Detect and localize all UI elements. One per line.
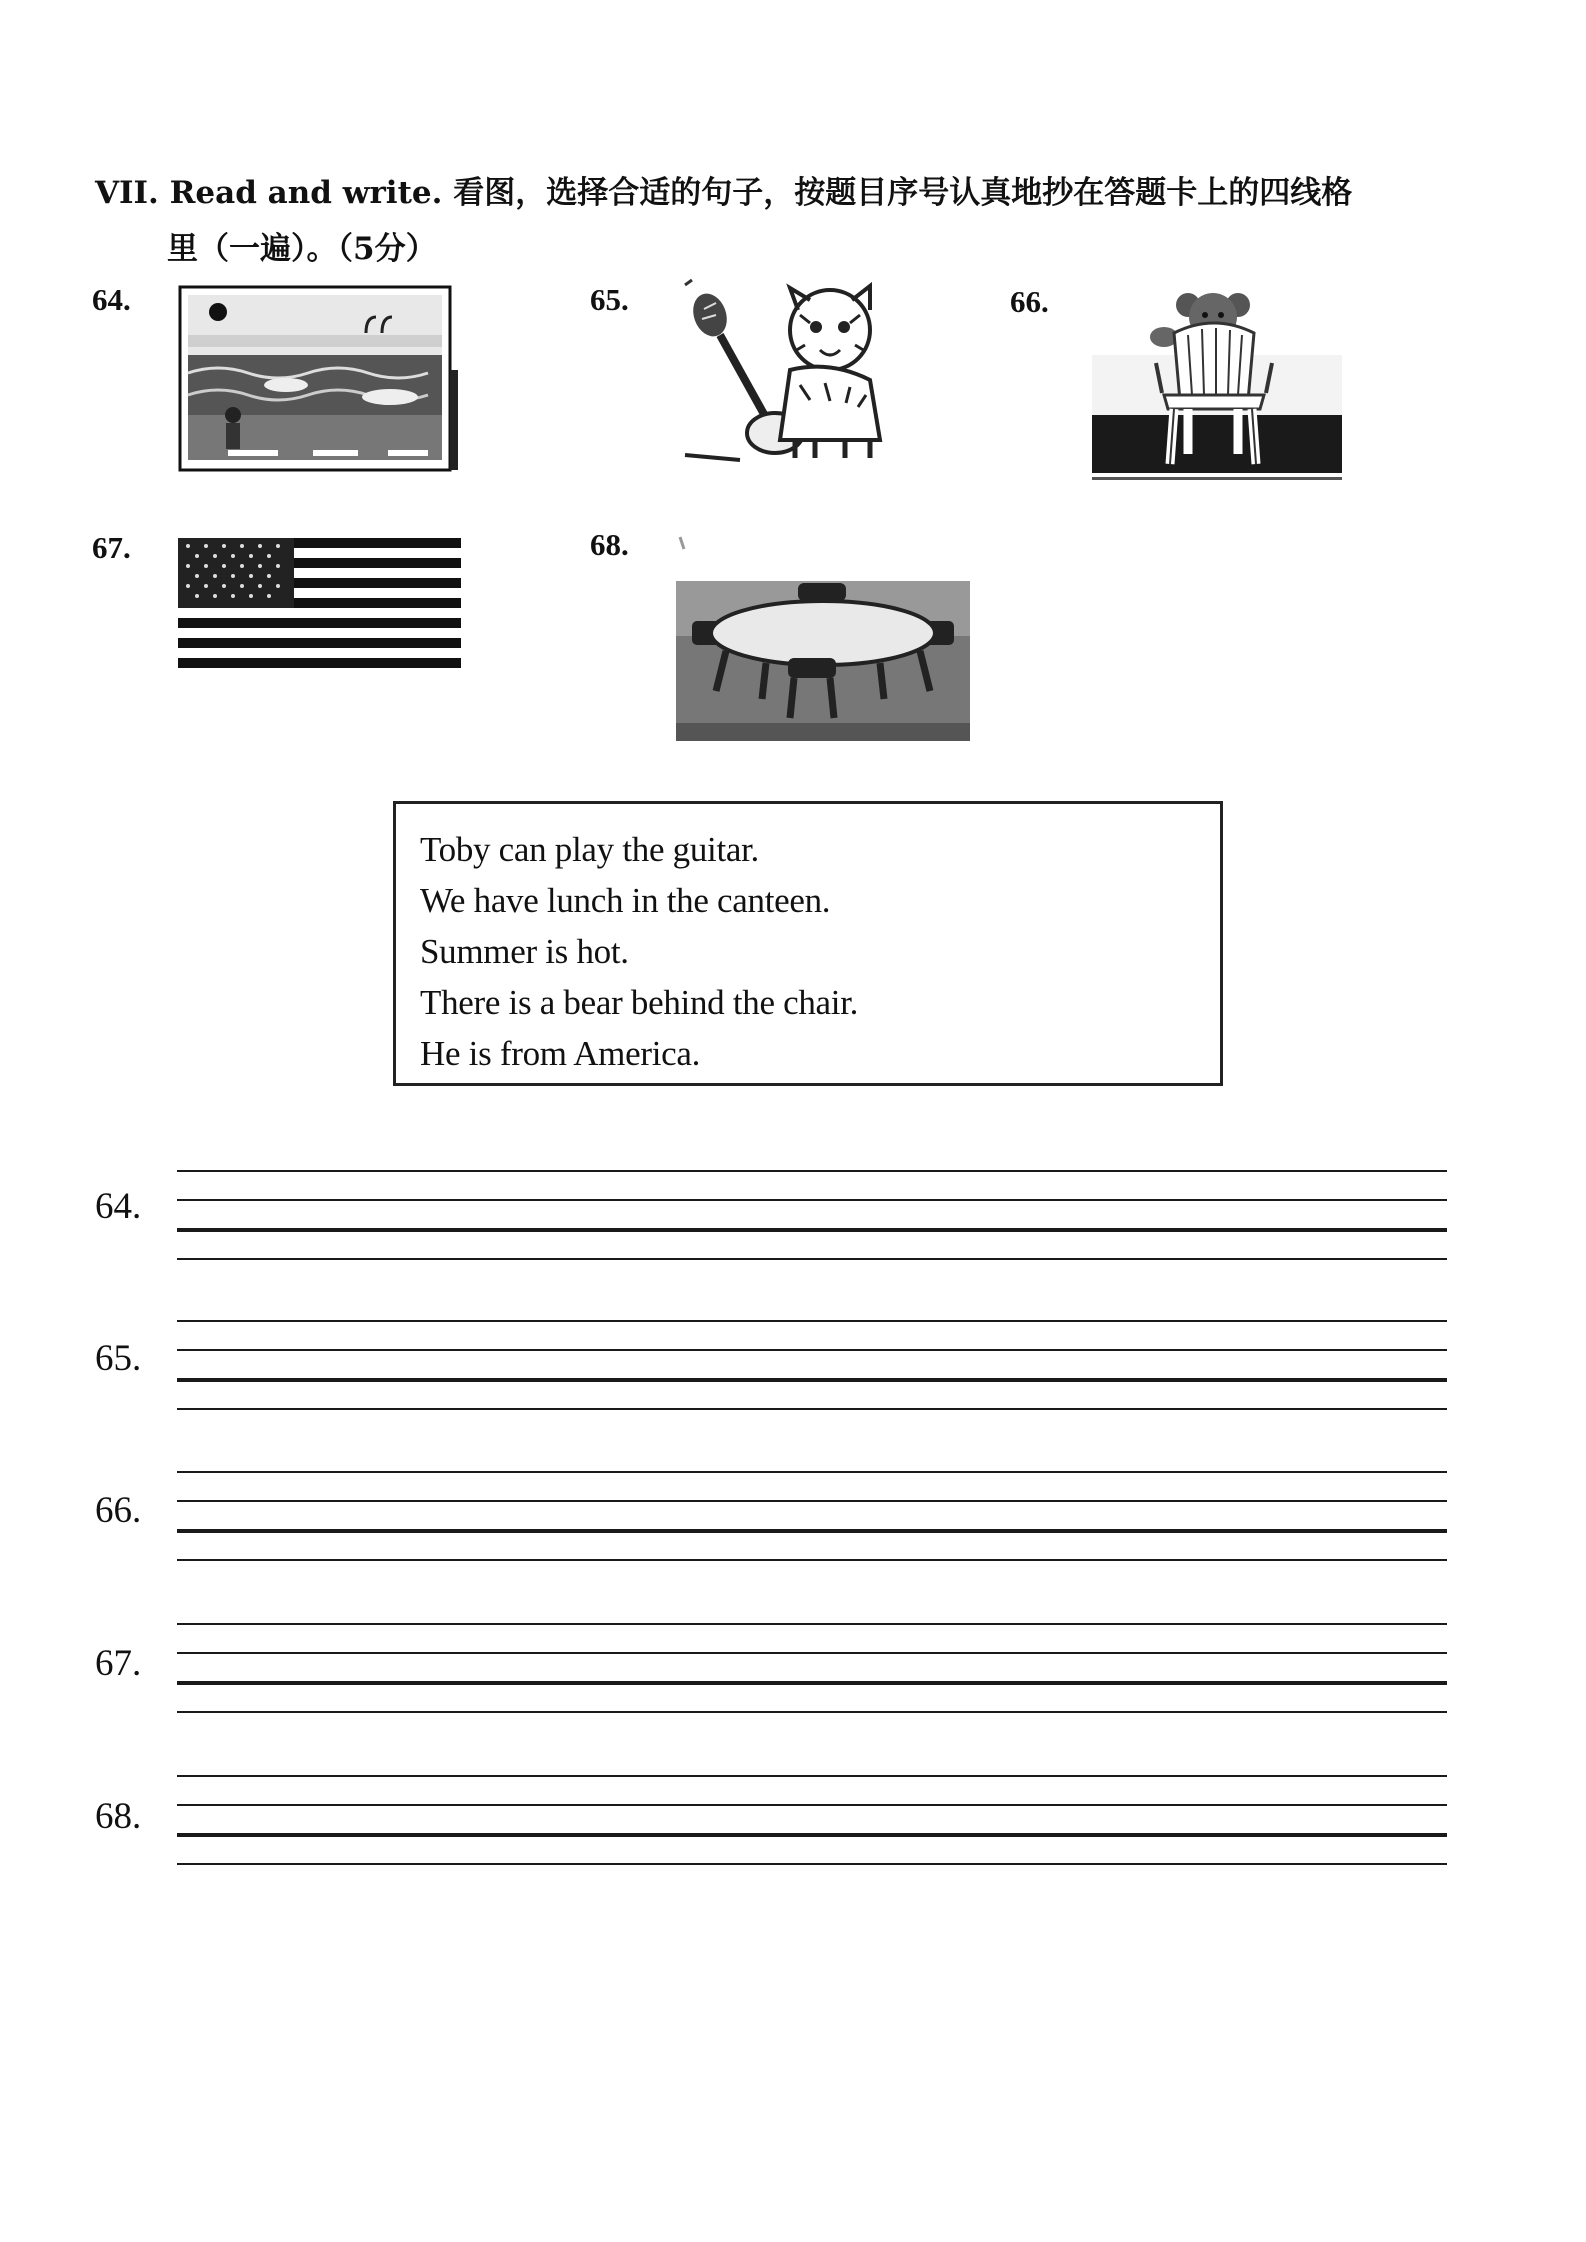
picture-number-65: 65.: [590, 282, 629, 317]
four-line-grid-67[interactable]: [177, 1618, 1447, 1738]
sentence-choices-box: [393, 801, 1223, 1086]
bear-behind-chair-picture: [1092, 285, 1342, 485]
swimming-pool-picture: [178, 285, 460, 475]
canteen-table-picture: [676, 533, 970, 741]
american-flag-picture: [178, 538, 463, 670]
sentence-option: There is a bear behind the chair.: [420, 983, 859, 1022]
sentence-option: Summer is hot.: [420, 932, 629, 971]
answer-number-68: 68.: [95, 1796, 142, 1837]
heading-line-1: VII. Read and write. 看图，选择合适的句子，按题目序号认真地抄在答题卡上的四线格: [95, 175, 1353, 211]
four-line-grid-65[interactable]: [177, 1315, 1447, 1435]
sentence-option: He is from America.: [420, 1034, 701, 1073]
picture-number-67: 67.: [92, 530, 131, 565]
answer-number-67: 67.: [95, 1643, 142, 1684]
tiger-playing-guitar-picture: [680, 275, 920, 465]
picture-number-68: 68.: [590, 527, 629, 562]
four-line-grid-66[interactable]: [177, 1466, 1447, 1586]
heading-line-2: 里（一遍）。（5分）: [167, 231, 437, 267]
answer-number-66: 66.: [95, 1490, 142, 1531]
answer-number-64: 64.: [95, 1186, 142, 1227]
section-heading: [95, 165, 1495, 277]
answer-number-65: 65.: [95, 1338, 142, 1379]
sentence-option: Toby can play the guitar.: [420, 830, 759, 869]
four-line-grid-68[interactable]: [177, 1770, 1447, 1890]
picture-number-64: 64.: [92, 282, 131, 317]
sentence-option: We have lunch in the canteen.: [420, 881, 831, 920]
four-line-grid-64[interactable]: [177, 1165, 1447, 1285]
picture-number-66: 66.: [1010, 284, 1049, 319]
